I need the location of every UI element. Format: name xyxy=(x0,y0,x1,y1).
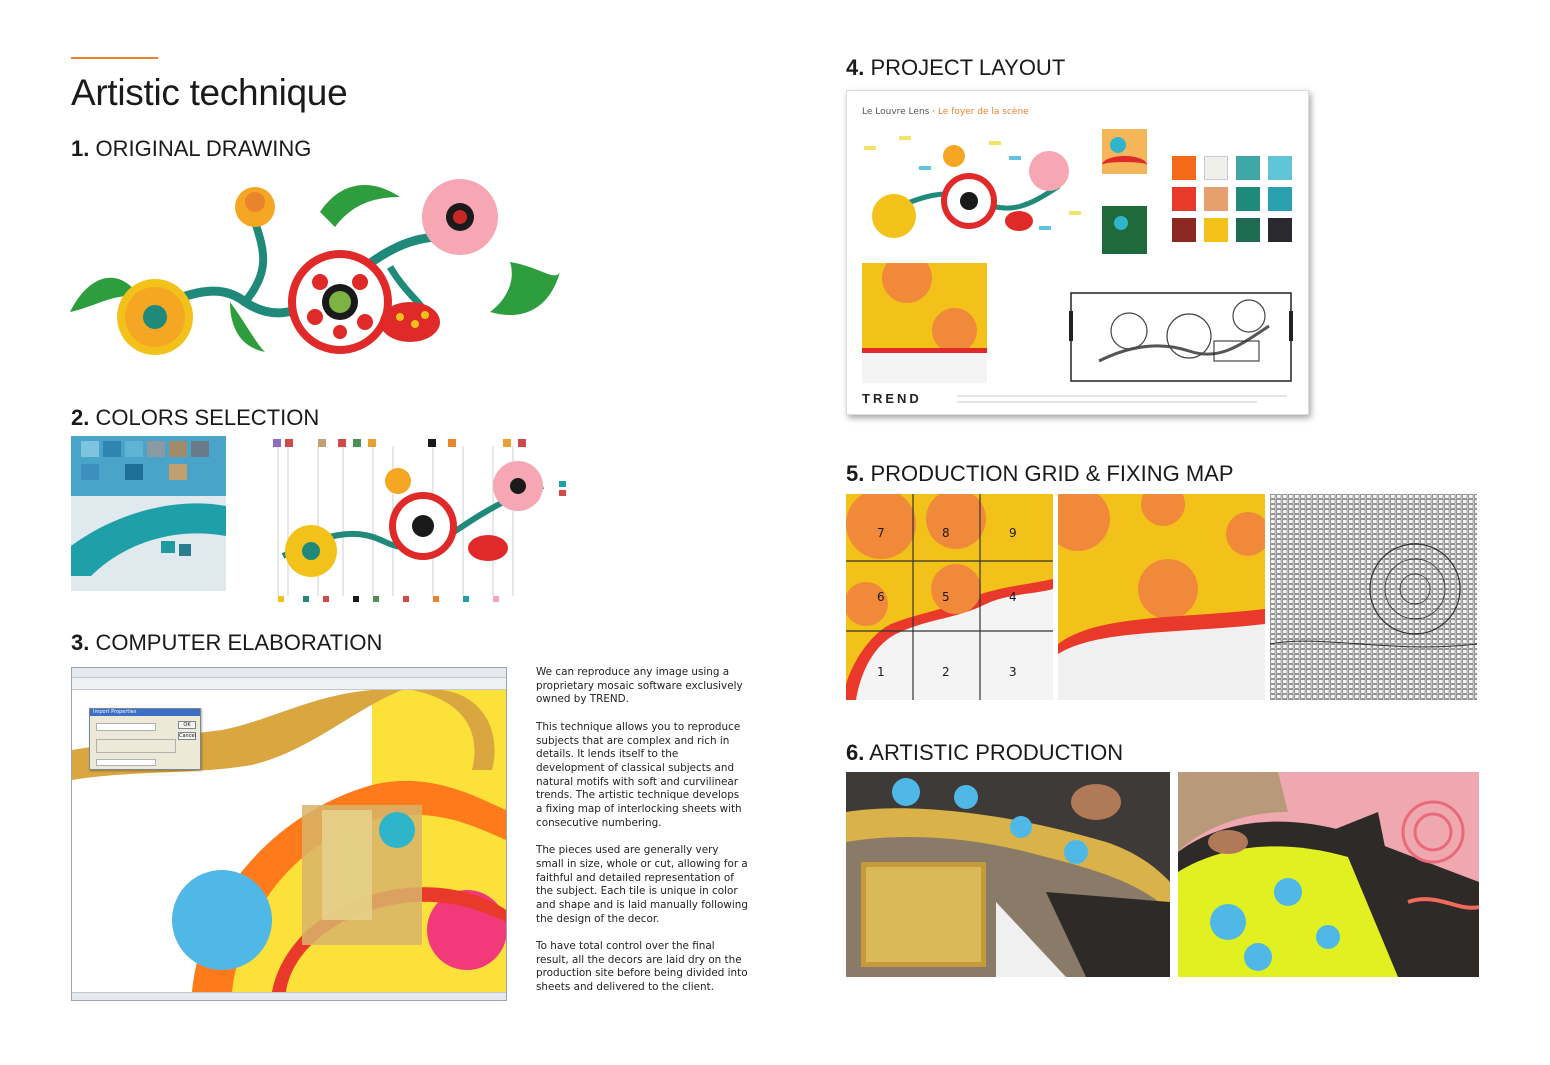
dialog-select[interactable] xyxy=(96,759,156,766)
project-layout-sheet xyxy=(846,90,1309,415)
tile-map-graphic xyxy=(1270,494,1477,700)
mosaic-software-window xyxy=(71,667,507,1001)
color-swatch-grid xyxy=(1172,156,1297,262)
fixing-map-grid xyxy=(846,494,1053,700)
layout-labeled-drawing xyxy=(859,126,1099,256)
layout-project-name: Le Louvre Lens xyxy=(862,107,930,117)
grid-sheet-number: 3 xyxy=(1009,665,1017,679)
mosaic-color-graphic xyxy=(1058,494,1265,700)
section-label: PROJECT LAYOUT xyxy=(870,55,1066,80)
footer-fine-print-line xyxy=(957,395,1287,397)
software-statusbar xyxy=(72,992,506,1000)
grid-sheet-number: 6 xyxy=(877,590,885,604)
production-photo-1-graphic xyxy=(846,772,1170,977)
body-copy xyxy=(536,666,748,1009)
section-label: COLORS SELECTION xyxy=(95,405,320,430)
grid-sheet-number: 1 xyxy=(877,665,885,679)
section-6-heading xyxy=(846,740,1123,766)
layout-plan-drawing xyxy=(1069,291,1294,386)
section-2-heading xyxy=(71,405,319,431)
layout-scale-detail xyxy=(862,263,987,383)
production-photo-gold-mosaic xyxy=(846,772,1170,977)
section-number: 3. xyxy=(71,630,90,655)
grid-sheet-number: 8 xyxy=(942,526,950,540)
layout-separator: · xyxy=(929,107,938,117)
color-mapped-drawing xyxy=(263,436,593,606)
section-label: ARTISTIC PRODUCTION xyxy=(869,740,1124,765)
tile-samples-graphic xyxy=(71,436,226,591)
grid-sheet-number: 9 xyxy=(1009,526,1017,540)
grid-sheet-number: 5 xyxy=(942,590,950,604)
body-paragraph: The pieces used are generally very small in size, whole or cut, allowing for a faithful and detailed representation of the subject. Each tile is unique in color and shape and is laid manually following the design of the decor. xyxy=(536,844,748,925)
section-number: 6. xyxy=(846,740,865,765)
section-number: 2. xyxy=(71,405,90,430)
grid-sheet-number: 7 xyxy=(877,526,885,540)
body-paragraph: To have total control over the final result, all the decors are laid dry on the production site before being divided into sheets and delivered to the client. xyxy=(536,940,748,994)
body-paragraph: This technique allows you to reproduce subjects that are complex and rich in details. It lends itself to the development of classical subjects and natural motifs with soft and curvilinear trends. The artistic technique develops a fixing map of interlocking sheets with consecutive numbering. xyxy=(536,720,742,829)
section-number: 1. xyxy=(71,136,90,161)
accent-rule xyxy=(71,57,158,59)
grid-sheet-number: 4 xyxy=(1009,590,1017,604)
section-5-heading xyxy=(846,461,1234,487)
dialog-field[interactable] xyxy=(96,723,156,731)
software-menubar xyxy=(72,668,506,678)
floral-drawing-illustration xyxy=(70,172,565,357)
grid-sheet-number: 2 xyxy=(942,665,950,679)
decor-detail-a xyxy=(1102,129,1147,174)
body-paragraph: We can reproduce any image using a proprietary mosaic software exclusively owned by TREND. xyxy=(536,666,743,706)
section-label: ORIGINAL DRAWING xyxy=(95,136,312,161)
footer-fine-print-line xyxy=(957,401,1257,403)
tile-samples-photo xyxy=(71,436,226,591)
section-label: COMPUTER ELABORATION xyxy=(95,630,383,655)
production-photo-colored-mosaic xyxy=(1178,772,1479,977)
dialog-group xyxy=(96,739,176,753)
trend-brand-mark: TREND xyxy=(862,391,922,406)
dialog-title: Import Properties xyxy=(90,709,200,716)
section-label: PRODUCTION GRID & FIXING MAP xyxy=(870,461,1234,486)
section-number: 4. xyxy=(846,55,865,80)
layout-sheet-header xyxy=(862,107,1029,117)
section-1-heading xyxy=(71,136,311,162)
decor-detail-b xyxy=(1102,206,1147,254)
import-properties-dialog xyxy=(89,708,201,770)
mosaic-color-detail xyxy=(1058,494,1265,700)
section-3-heading xyxy=(71,630,382,656)
dialog-cancel-button[interactable]: Cancel xyxy=(179,733,196,739)
page-title: Artistic technique xyxy=(71,72,348,113)
production-photo-2-graphic xyxy=(1178,772,1479,977)
software-toolbar xyxy=(72,678,506,690)
section-number: 5. xyxy=(846,461,865,486)
mosaic-tile-map xyxy=(1270,494,1477,700)
dialog-ok-button[interactable]: OK xyxy=(178,721,196,729)
layout-project-subtitle: Le foyer de la scène xyxy=(937,107,1029,117)
section-4-heading xyxy=(846,55,1065,81)
